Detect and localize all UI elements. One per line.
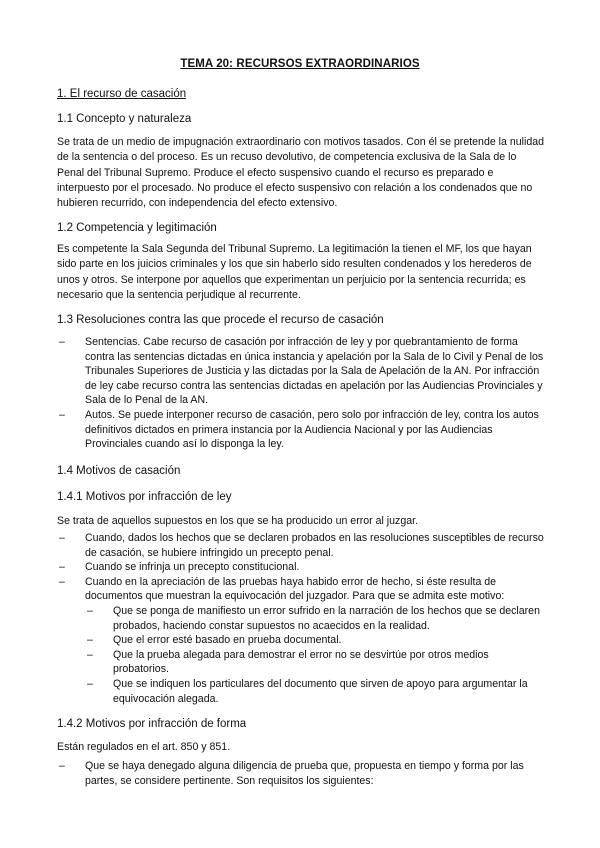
list-item <box>57 408 545 452</box>
paragraph-competencia: Es competente la Sala Segunda del Tribunal Supremo. La legitimación la tienen el MF, los que hayan sido parte en los juicios criminales y los que sin haberlo sido resulten condenados y los herederos de unos y otros. Se interpone por aquellos que experimentan un perjuicio por la sentencia recurrida; es necesario que la sentencia perjudique al recurrente. <box>57 243 532 301</box>
list-item-text: Autos. Se puede interponer recurso de casación, pero solo por infracción de ley, contra los autos definitivos dictados en primera instancia por la Audiencia Nacional y por las Audiencias Provinciales cuando así lo disponga la ley. <box>85 408 539 451</box>
dash-bullet: – <box>87 648 93 661</box>
sublist-item-text: Que se ponga de manifiesto un error sufrido en la narración de los hechos que se declaren probados, haciendo constar supuestos no acaecidos en la realidad. <box>113 604 540 632</box>
dash-bullet: – <box>59 760 65 772</box>
list-resoluciones <box>57 335 545 452</box>
sublist-item <box>85 604 545 633</box>
paragraph-infraccion-forma-intro: Están regulados en el art. 850 y 851. <box>57 741 231 753</box>
subsection-heading-resoluciones: 1.3 Resoluciones contra las que procede el recurso de casación <box>57 314 384 326</box>
dash-bullet: – <box>59 408 65 421</box>
sublist-item <box>85 677 545 706</box>
section-heading-casacion: 1. El recurso de casación <box>57 88 187 100</box>
subsection-heading-concepto: 1.1 Concepto y naturaleza <box>57 113 192 125</box>
dash-bullet: – <box>59 532 65 544</box>
list-item <box>57 335 545 408</box>
dash-bullet: – <box>59 575 65 588</box>
list-infraccion-forma <box>57 759 545 788</box>
list-item-text: Cuando se infrinja un precepto constitucional. <box>85 561 300 574</box>
sublist-item-text: Que el error esté basado en prueba documental. <box>113 634 342 647</box>
list-item-text: Cuando en la apreciación de las pruebas haya habido error de hecho, si éste resulta de documentos que muestran la equivocación del juzgador. Para que se admita este motivo: <box>85 575 505 603</box>
sublist-item-text: Que la prueba alegada para demostrar el error no se desvirtúe por otros medios probatorios. <box>113 648 489 676</box>
sublist-item-text: Que se indiquen los particulares del documento que sirven de apoyo para argumentar la equivocación alegada. <box>113 677 528 705</box>
subsection-heading-infraccion-forma: 1.4.2 Motivos por infracción de forma <box>57 718 247 730</box>
dash-bullet: – <box>59 336 65 348</box>
subsection-heading-competencia: 1.2 Competencia y legitimación <box>57 222 217 234</box>
subsection-heading-infraccion-ley: 1.4.1 Motivos por infracción de ley <box>57 491 232 503</box>
sublist-item <box>85 648 545 677</box>
list-item-text: Que se haya denegado alguna diligencia de prueba que, propuesta en tiempo y forma por las partes, se considere pertinente. Son requisitos los siguientes: <box>85 760 524 787</box>
paragraph-concepto: Se trata de un medio de impugnación extraordinario con motivos tasados. Con él se pretende la nulidad de la sentencia o del proceso. Es un recuso devolutivo, de competencia exclusiva de la Sala de lo Penal del Tribunal Supremo. Produce el efecto suspensivo cuando el recurso es preparado e interpuesto por el procesado. No produce el efecto suspensivo con relación a los condenados que no hubieren recurrido, con independencia del efecto extensivo. <box>57 136 545 210</box>
list-item <box>57 560 545 575</box>
document-title: TEMA 20: RECURSOS EXTRAORDINARIOS <box>180 58 420 70</box>
list-item-text: Sentencias. Cabe recurso de casación por infracción de ley y por quebrantamiento de forma contra las sentencias dictadas en única instancia y apelación por la Sala de lo Civil y Penal de los Tribunales Superiores de Justicia y las dictadas por la Sala de Apelación de la AN. Por infracción de ley cabe recurso contra las sentencias dictadas en apelación por las Audiencias Provinciales y Sala de lo Penal de la AN. <box>85 336 544 407</box>
list-item <box>57 531 545 560</box>
list-item <box>57 759 545 788</box>
dash-bullet: – <box>87 634 93 647</box>
list-item <box>57 575 545 706</box>
list-item-text: Cuando, dados los hechos que se declaren probados en las resoluciones susceptibles de recurso de casación, se hubiere infringido un precepto penal. <box>85 532 544 559</box>
list-infraccion-ley <box>57 531 545 706</box>
sublist-requisitos-error <box>85 604 545 706</box>
dash-bullet: – <box>59 561 65 574</box>
dash-bullet: – <box>87 604 93 617</box>
dash-bullet: – <box>87 677 93 690</box>
sublist-item <box>85 633 545 648</box>
subsection-heading-motivos: 1.4 Motivos de casación <box>57 465 181 477</box>
paragraph-infraccion-ley-intro: Se trata de aquellos supuestos en los que se ha producido un error al juzgar. <box>57 515 419 527</box>
